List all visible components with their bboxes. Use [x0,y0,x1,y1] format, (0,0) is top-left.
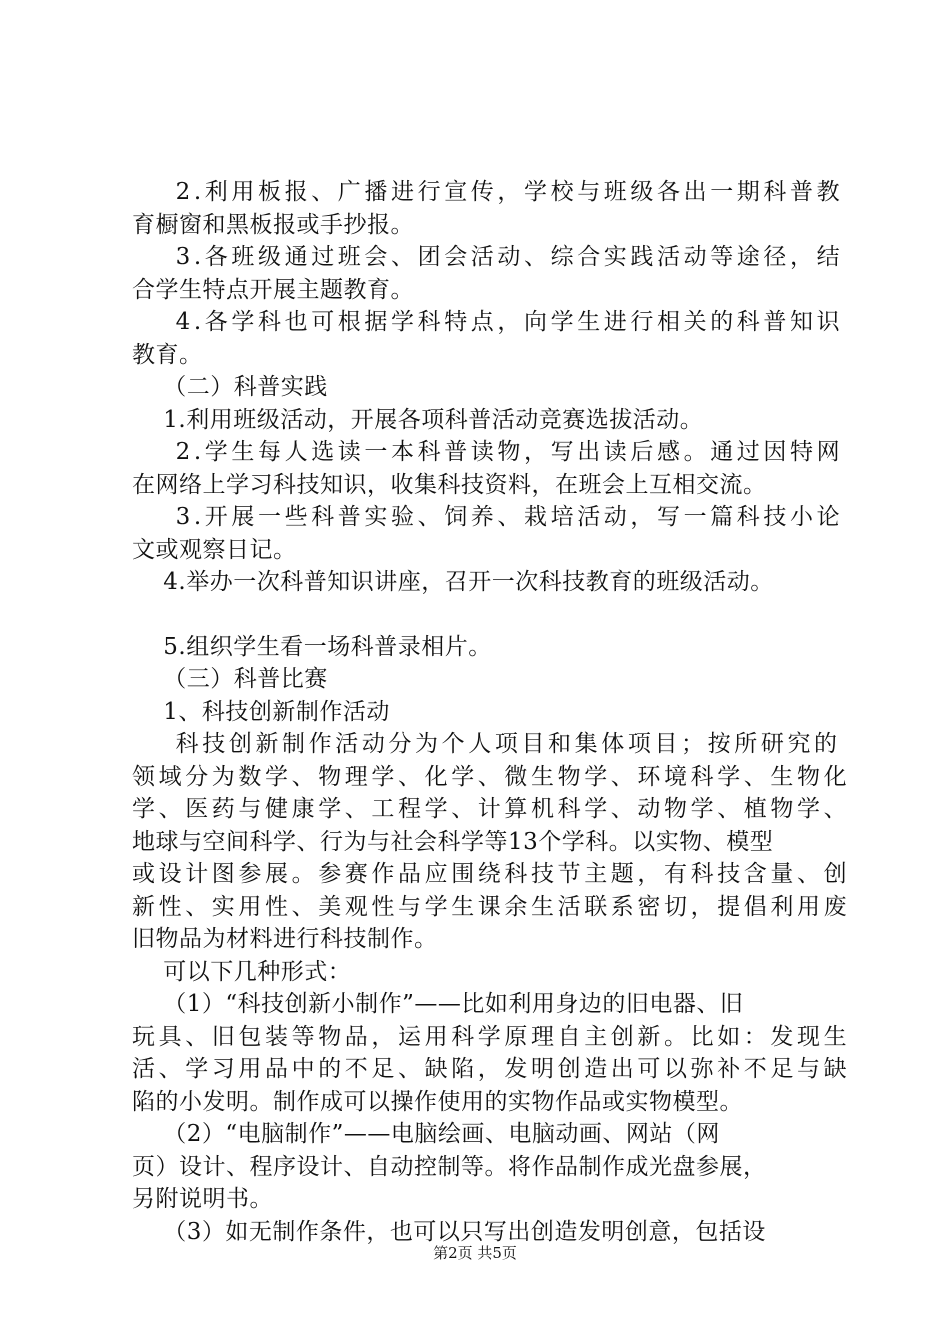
text-line: 活、学习用品中的不足、缺陷，发明创造出可以弥补不足与缺 [132,1056,851,1082]
text-line: 5.组织学生看一场科普录相片。 [132,633,492,660]
text-line: 科技创新制作活动分为个人项目和集体项目；按所研究的 [132,731,841,757]
text-line: 另附说明书。 [132,1186,273,1212]
text-line: 领域分为数学、物理学、化学、微生物学、环境科学、生物化 [132,763,851,790]
body-text [132,176,851,1248]
text-line: 1.利用班级活动，开展各项科普活动竞赛选拔活动。 [132,406,704,433]
text-line: （2）“电脑制作”——电脑绘画、电脑动画、网站（网 [132,1121,720,1147]
text-line: 页）设计、程序设计、自动控制等。将作品制作成光盘参展， [132,1153,767,1180]
text-line: （1）“科技创新小制作”——比如利用身边的旧电器、旧 [132,991,744,1017]
text-line: 合学生特点开展主题教育。 [132,276,414,303]
text-line: 4.举办一次科普知识讲座，召开一次科技教育的班级活动。 [132,569,774,595]
text-line: 文或观察日记。 [132,536,297,563]
text-line: 3.各班级通过班会、团会活动、综合实践活动等途径，结 [132,244,844,270]
text-line: 新性、实用性、美观性与学生课余生活联系密切，提倡利用废 [132,893,851,920]
section-heading: （三）科普比赛 [132,666,328,692]
text-line: 旧物品为材料进行科技制作。 [132,926,438,952]
page-number-footer: 第2页 共5页 [433,1244,517,1262]
text-line: 育橱窗和黑板报或手抄报。 [132,211,414,238]
subsection-heading: 1、科技创新制作活动 [132,698,390,725]
text-line: 可以下几种形式： [132,958,352,985]
text-line: 在网络上学习科技知识，收集科技资料，在班会上互相交流。 [132,471,767,498]
text-line: 陷的小发明。制作成可以操作使用的实物作品或实物模型。 [132,1088,743,1115]
section-heading: （二）科普实践 [132,374,328,400]
text-line: 或设计图参展。参赛作品应围绕科技节主题，有科技含量、创 [132,861,851,887]
text-line: 3.开展一些科普实验、饲养、栽培活动，写一篇科技小论 [132,504,844,530]
text-line: 4.各学科也可根据学科特点，向学生进行相关的科普知识 [132,309,844,335]
text-line: 地球与空间科学、行为与社会科学等13个学科。以实物、模型 [132,828,774,855]
text-line: 学、医药与健康学、工程学、计算机科学、动物学、植物学、 [132,796,851,822]
text-line: 2.利用板报、广播进行宣传，学校与班级各出一期科普教 [132,179,844,205]
text-line: 教育。 [132,341,203,368]
text-line: 2.学生每人选读一本科普读物，写出读后感。通过因特网 [132,439,844,465]
text-line: 玩具、旧包装等物品，运用科学原理自主创新。比如：发现生 [132,1023,851,1050]
text-line: （3）如无制作条件，也可以只写出创造发明创意，包括设 [132,1218,766,1245]
